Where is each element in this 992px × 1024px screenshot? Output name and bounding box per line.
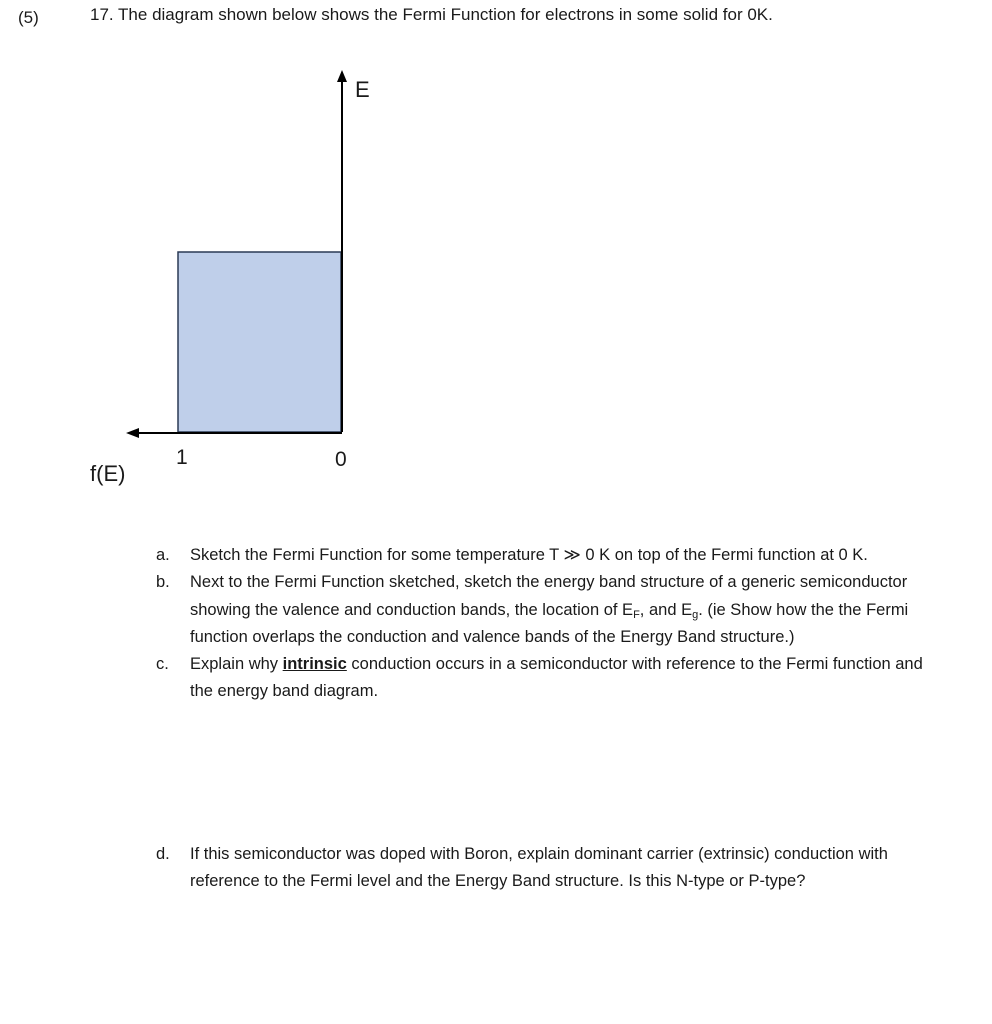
part-b [156, 569, 946, 651]
intrinsic-emphasis: intrinsic [282, 655, 347, 674]
tick-label-zero: 0 [335, 448, 347, 471]
part-letter: d. [156, 844, 170, 863]
subscript-f: F [633, 608, 640, 621]
tick-label-one: 1 [176, 446, 188, 469]
part-letter: c. [156, 655, 169, 674]
part-a [156, 542, 946, 569]
part-letter: b. [156, 573, 170, 592]
part-d [156, 841, 946, 896]
fe-axis-label: f(E) [90, 461, 126, 486]
energy-axis-label: E [355, 77, 370, 102]
part-d-text: If this semiconductor was doped with Boron, explain dominant carrier (extrinsic) conduction with reference to the Fermi level and the Energy Band structure. Is this N-type or P-type? [190, 844, 888, 891]
question-marks: (5) [18, 8, 39, 27]
question-parts [156, 542, 946, 895]
part-c [156, 651, 946, 706]
part-b-text: Next to the Fermi Function sketched, sketch the energy band structure of a generic semiconductor showing the valence and conduction bands, the location of $E_F$, and $E_g$. (ie Show how the the Fermi function overlaps the conduction and valence bands of the Energy Band structure.) [190, 573, 909, 646]
part-letter: a. [156, 546, 170, 564]
subscript-g: g [692, 608, 699, 621]
question-title: 17. The diagram shown below shows the Fermi Function for electrons in some solid for 0K. [90, 5, 773, 24]
part-a-text: Sketch the Fermi Function for some temperature T ≫ 0 K on top of the Fermi function at 0 K. [190, 546, 868, 564]
part-c-text: Explain why intrinsic conduction occurs in a semiconductor with reference to the Fermi function and the energy band diagram. [190, 655, 923, 701]
energy-axis-arrowhead [337, 70, 347, 82]
fe-axis-arrowhead [126, 428, 139, 438]
fermi-function-filled-region [178, 252, 341, 432]
